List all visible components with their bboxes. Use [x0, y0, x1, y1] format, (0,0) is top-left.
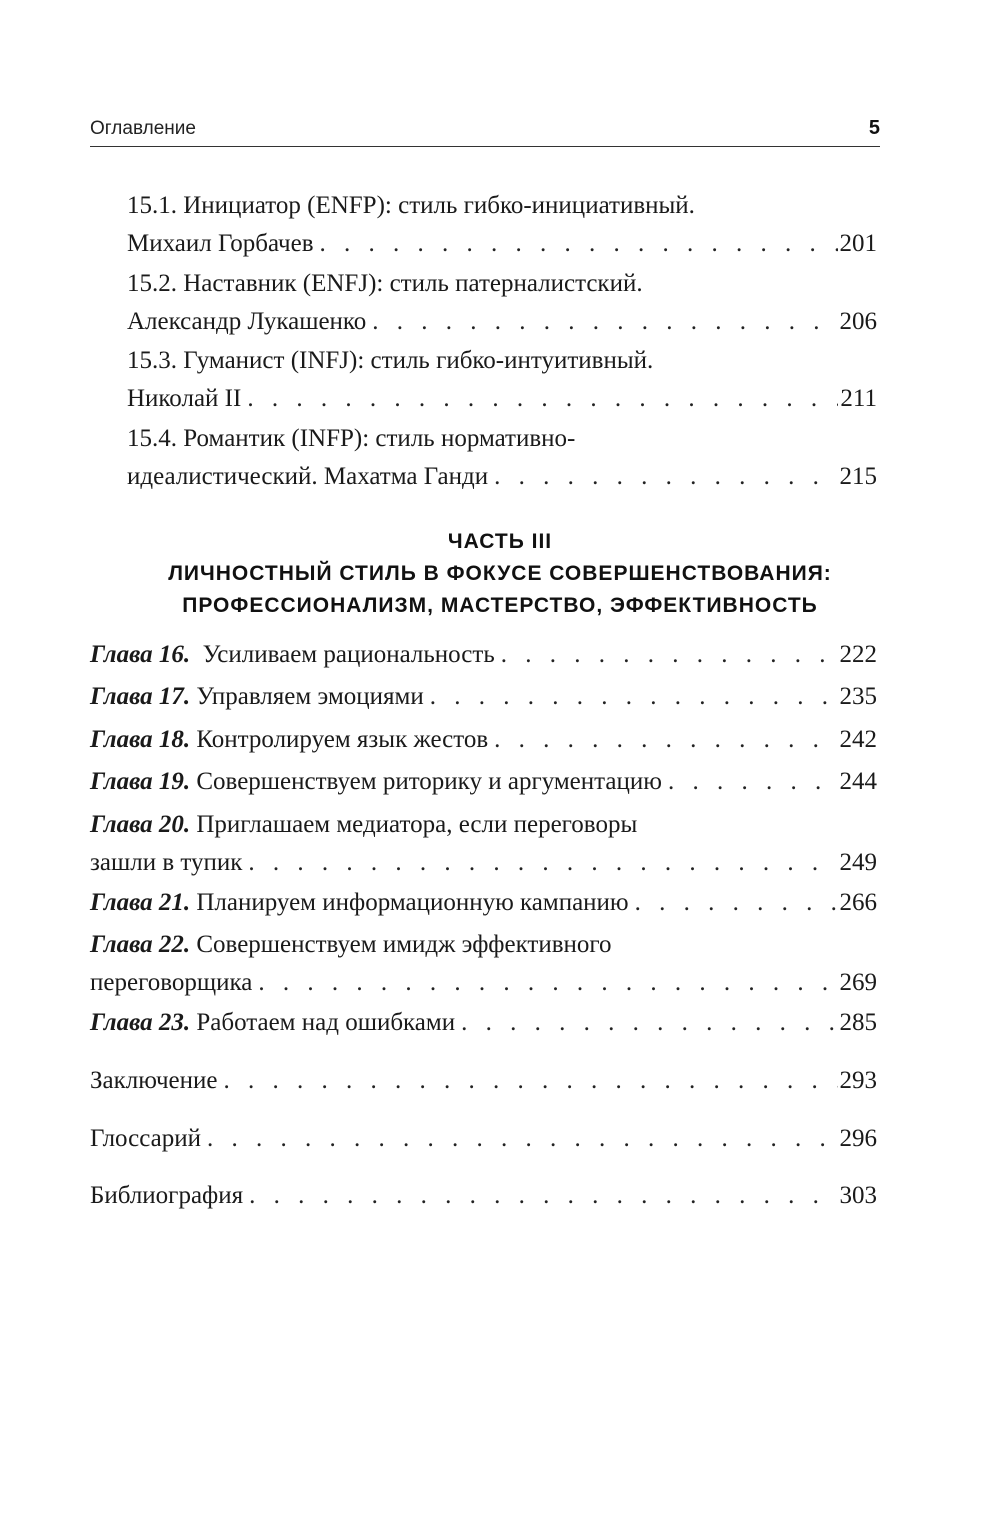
toc-chapter-23[interactable]: [90, 1004, 877, 1042]
toc-bibliography[interactable]: [90, 1177, 877, 1215]
chapter-page: 249: [839, 849, 877, 876]
dot-leader: [635, 884, 838, 922]
chapter-label: Глава 17.: [90, 683, 191, 710]
entry-page: 211: [840, 385, 877, 412]
entry-title-line1: 15.3. Гуманист (INFJ): стиль гибко-интуитивный.: [127, 347, 654, 374]
toc-chapter-22[interactable]: [90, 926, 877, 1002]
dot-leader: [494, 721, 837, 759]
chapter-title: Контролируем язык жестов: [196, 726, 489, 753]
entry-title: Библиография: [90, 1182, 244, 1209]
entry-title: Заключение: [90, 1067, 218, 1094]
chapter-page: 242: [839, 726, 877, 753]
entry-title-line2: Александр Лукашенко: [127, 308, 367, 335]
chapter-page: 222: [839, 641, 877, 668]
entry-title-line2: идеалистический. Махатма Ганди: [127, 463, 489, 490]
chapter-label: Глава 18.: [90, 726, 191, 753]
chapter-title: Приглашаем медиатора, если переговоры: [196, 811, 638, 838]
chapter-page: 266: [839, 889, 877, 916]
chapter-title: Управляем эмоциями: [196, 683, 424, 710]
part-title-line1: ЛИЧНОСТНЫЙ СТИЛЬ В ФОКУСЕ СОВЕРШЕНСТВОВАНИЯ:: [168, 562, 832, 585]
entry-title-line2: Николай II: [127, 385, 242, 412]
toc-entry-15-1[interactable]: [127, 187, 877, 263]
entry-page: 215: [839, 463, 877, 490]
chapter-title: Работаем над ошибками: [196, 1009, 456, 1036]
part-heading: [0, 526, 1000, 622]
chapter-label: Глава 23.: [90, 1009, 191, 1036]
entry-page: 201: [839, 230, 877, 257]
entry-title-line1: 15.1. Инициатор (ENFP): стиль гибко-инициативный.: [127, 192, 695, 219]
header-page-number: 5: [868, 117, 880, 139]
chapter-label: Глава 20.: [90, 811, 191, 838]
chapter-label: Глава 22.: [90, 931, 191, 958]
dot-leader: [494, 458, 837, 496]
dot-leader: [249, 1177, 837, 1215]
chapter-title: Планируем информационную кампанию: [196, 889, 629, 916]
dot-leader: [320, 225, 838, 263]
toc-entry-15-4[interactable]: [127, 420, 877, 496]
chapter-title-line2: переговорщика: [90, 969, 253, 996]
chapter-title: Усиливаем рациональность: [202, 641, 495, 668]
toc-glossary[interactable]: [90, 1120, 877, 1158]
entry-page: 206: [839, 308, 877, 335]
chapter-page: 269: [839, 969, 877, 996]
toc-chapter-21[interactable]: [90, 884, 877, 922]
toc-chapter-16[interactable]: [90, 636, 877, 674]
entry-title-line1: 15.4. Романтик (INFP): стиль нормативно-: [127, 425, 576, 452]
dot-leader: [668, 763, 838, 801]
chapter-page: 235: [839, 683, 877, 710]
toc-chapter-17[interactable]: [90, 678, 877, 716]
entry-title: Глоссарий: [90, 1125, 202, 1152]
chapter-title: Совершенствуем риторику и аргументацию: [196, 768, 662, 795]
entry-page: 293: [839, 1067, 877, 1094]
chapter-title-line2: зашли в тупик: [90, 849, 243, 876]
dot-leader: [461, 1004, 837, 1042]
chapter-title: Совершенствуем имидж эффективного: [196, 931, 612, 958]
dot-leader: [224, 1062, 838, 1100]
toc-chapter-18[interactable]: [90, 721, 877, 759]
toc-entry-15-3[interactable]: [127, 342, 877, 418]
entry-title-line2: Михаил Горбачев: [127, 230, 314, 257]
dot-leader: [372, 303, 837, 341]
entry-page: 296: [839, 1125, 877, 1152]
dot-leader: [247, 380, 838, 418]
chapter-label: Глава 19.: [90, 768, 191, 795]
toc-chapter-19[interactable]: [90, 763, 877, 801]
part-title-line2: ПРОФЕССИОНАЛИЗМ, МАСТЕРСТВО, ЭФФЕКТИВНОСТЬ: [182, 594, 818, 617]
entry-title-line1: 15.2. Наставник (ENFJ): стиль патерналистский.: [127, 270, 643, 297]
header-title: Оглавление: [90, 118, 196, 139]
toc-entry-15-2[interactable]: [127, 265, 877, 341]
toc-chapter-20[interactable]: [90, 806, 877, 882]
dot-leader: [207, 1120, 837, 1158]
chapter-label: Глава 16.: [90, 641, 191, 668]
chapter-page: 244: [839, 768, 877, 795]
toc-conclusion[interactable]: [90, 1062, 877, 1100]
entry-page: 303: [839, 1182, 877, 1209]
running-header: [90, 112, 880, 147]
dot-leader: [501, 636, 838, 674]
part-number: ЧАСТЬ III: [447, 530, 553, 553]
chapter-page: 285: [839, 1009, 877, 1036]
chapter-label: Глава 21.: [90, 889, 191, 916]
dot-leader: [258, 964, 837, 1002]
dot-leader: [248, 844, 837, 882]
dot-leader: [430, 678, 838, 716]
